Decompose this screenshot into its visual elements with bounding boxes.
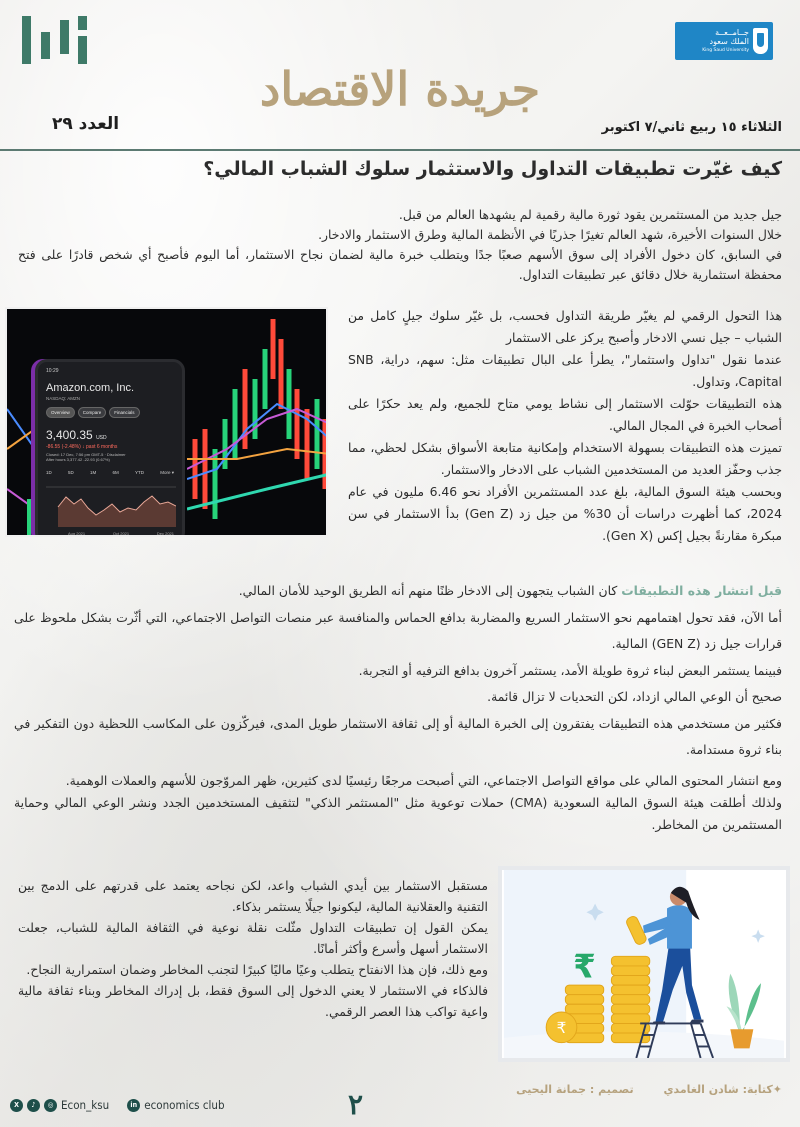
body-paragraph: هذا التحول الرقمي لم يغيّر طريقة التداول فحسب، بل غيّر سلوك جيلٍ كامل من الشباب – جيل نسي الادخار وأصبح يركز على الاستثمار (348, 308, 782, 345)
economics-club-logo (22, 12, 92, 64)
investing-illustration (498, 866, 790, 1062)
highlight-rest: كان الشباب يتجهون إلى الادخار ظنًا منهم أنه الطريق الوحيد للأمان المالي. (238, 583, 622, 598)
mini-chart-xlabels: Aug 2021 Oct 2021 Dec 2021 (68, 531, 174, 536)
social-handle[interactable]: Econ_ksu (61, 1098, 110, 1112)
article-headline: كيف غيّرت تطبيقات التداول والاستثمار سلوك الشباب المالي؟ (203, 158, 782, 180)
phone-mockup (35, 359, 185, 537)
svg-text:₹: ₹ (573, 947, 596, 986)
stock-tabs (46, 407, 174, 418)
designer-credit: تصميم : جمانة اليحيى (516, 1083, 634, 1096)
intro-paragraph: خلال السنوات الأخيرة، شهد العالم تغيرًا جذريًا في الأنظمة المالية وطرق الاستثمار والادخار. (318, 227, 782, 242)
page-number: ٢ (348, 1088, 364, 1121)
linkedin-handle[interactable]: economics club (144, 1098, 225, 1112)
tab-financials: Financials (109, 407, 139, 418)
body-paragraph: فبينما يستثمر البعض لبناء ثروة طويلة الأمد، يستثمر آخرون بدافع الترفيه أو التجربة. (358, 662, 782, 678)
stock-change: -86.55 (-2.48%) ↓ past 6 months (46, 444, 118, 450)
stock-ranges: 1D 5D 1M 6M YTD More ▾ (46, 470, 174, 476)
stock-company: Amazon.com, Inc. (46, 382, 135, 394)
body-paragraph: وبحسب هيئة السوق المالية، بلغ عدد المستثمرين الأفراد نحو 6.46 مليون في عام 2024، كما أظهرت دراسات أن 30% من جيل زد (Gen Z) بدأ الاستثمار في سن مبكرة مقارنةً بجيل إكس (Gen X). (348, 484, 783, 543)
university-name-ar-2: الملك سعود (709, 36, 749, 46)
svg-text:₹: ₹ (556, 1019, 567, 1038)
body-paragraph: ولذلك أطلقت هيئة السوق المالية السعودية (CMA) حملات توعوية مثل "المستثمر الذكي" لتثقيف المستخدمين الجدد ونشر الوعي المالي وحماية المستثمرين من المخاطر. (14, 795, 782, 832)
stock-ticker: NASDAQ: AMZN (46, 396, 81, 401)
body-paragraph: يمكن القول إن تطبيقات التداول مثّلت نقلة نوعية في الثقافة المالية للشباب، جعلت الاستثمار أسهل وأسرع وأكثر أمانًا. (18, 920, 488, 956)
tiktok-icon[interactable]: ♪ (27, 1099, 40, 1112)
body-paragraph: هذه التطبيقات حوّلت الاستثمار إلى نشاط يومي متاح للجميع، ولم يعد حكرًا على أصحاب الخبرة في المجال المالي. (348, 396, 782, 433)
x-icon[interactable]: X (10, 1099, 23, 1112)
intro-paragraph: في السابق، كان دخول الأفراد إلى سوق الأسهم صعبًا جدًا ويتطلب خبرة مالية لضمان نجاح الاستثمار، أما اليوم فأصبح أي شخص قادرًا على فتح محفظة استثمارية خلال دقائق عبر تطبيقات التداول. (18, 247, 782, 282)
body-paragraph: فالذكاء في الاستثمار لا يعني الدخول إلى السوق فقط، بل إدراك المخاطر وبناء ثقافة مالية واعية تواكب هذا العصر الرقمي. (18, 983, 488, 1019)
university-name-en: King Saud University (702, 47, 749, 53)
woman-stacking-coins-graphic (502, 870, 786, 1058)
phone-time: 10:29 (46, 368, 59, 374)
tab-overview: Overview (46, 407, 75, 418)
tab-compare: Compare (78, 407, 107, 418)
body-paragraph: عندما نقول "تداول واستثمار"، يطرأ على البال تطبيقات مثل: سهم، دراية، SNB Capital، وتداول. (348, 352, 782, 389)
masthead-title: جريدة الاقتصاد (259, 62, 541, 116)
body-paragraph: أما الآن، فقد تحول اهتمامهم نحو الاستثمار السريع والمضاربة بدافع الحماس والمنافسة عبر منصات التواصل الاجتماعي، التي أثّرت بشكل ملحوظ على قرارات جيل زد (GEN Z) المالية. (14, 609, 782, 651)
body-paragraph: صحيح أن الوعي المالي ازداد، لكن التحديات لا تزال قائمة. (487, 689, 782, 704)
mini-price-chart (46, 482, 176, 527)
body-paragraph: ومع انتشار المحتوى المالي على مواقع التواصل الاجتماعي، التي أصبحت مرجعًا رئيسيًا لدى كثيرين، ظهر المروّجون للأسهم والعملات الوهمية. (65, 773, 782, 788)
writer-credit: ✦كتابة: شادن الغامدي (663, 1083, 782, 1096)
credits (490, 1083, 782, 1096)
body-paragraph: ومع ذلك، فإن هذا الانفتاح يتطلب وعيًا ماليًا كبيرًا لتجنب المخاطر وضمان استمرارية النجاح. (26, 962, 488, 977)
social-links (10, 1098, 225, 1112)
highlight-lead: قبل انتشار هذه التطبيقات (621, 583, 782, 598)
stock-price: 3,400.35 USD (46, 428, 107, 442)
intro-paragraph: جيل جديد من المستثمرين يقود ثورة مالية رقمية لم يشهدها العالم من قبل. (398, 207, 782, 222)
article-full-width (14, 578, 782, 764)
body-paragraph: مستقبل الاستثمار بين أيدي الشباب واعد، لكن نجاحه يعتمد على قدرتهم على الدمج بين التقنية والعقلانية المالية، ليكونوا جيلًا يستثمر بذكاء. (18, 878, 488, 914)
issue-number: العدد ٢٩ (52, 114, 120, 134)
linkedin-icon[interactable]: in (127, 1099, 140, 1112)
candlestick-chart-graphic (187, 309, 328, 537)
chart-lines-graphic (7, 389, 35, 537)
header-divider (0, 149, 800, 151)
highlight-paragraph (14, 578, 782, 605)
stock-closed-info: Closed: 17 Dec, 7:56 pm GMT-5 · Disclaimer After hours 3,377.42 -22.93 (0.67%) (46, 452, 126, 463)
article-conclusion (18, 875, 488, 1022)
instagram-icon[interactable]: ◎ (44, 1099, 57, 1112)
body-paragraph: تميزت هذه التطبيقات بسهولة الاستخدام وإمكانية متابعة الأسواق بشكل لحظي، مما جذب وحفّز العديد من المستخدمين الشباب على الادخار والاستثمار. (348, 440, 782, 477)
king-saud-university-logo (675, 22, 773, 60)
shield-icon (753, 28, 768, 54)
body-paragraph: فكثير من مستخدمي هذه التطبيقات يفتقرون إلى الخبرة المالية أو إلى ثقافة الاستثمار طويل المدى، فيركّزون على المكاسب اللحظية دون التفكير في بناء ثروة مستدامة. (14, 715, 782, 757)
article-intro (18, 205, 782, 285)
article-right-column (348, 305, 782, 547)
issue-date: الثلاثاء ١٥ ربيع ثاني/٧ اكتوبر (601, 120, 782, 135)
stock-app-photo (5, 307, 328, 537)
university-name-ar-1: جــامــعــة (715, 27, 749, 37)
article-full-width-2 (14, 770, 782, 836)
